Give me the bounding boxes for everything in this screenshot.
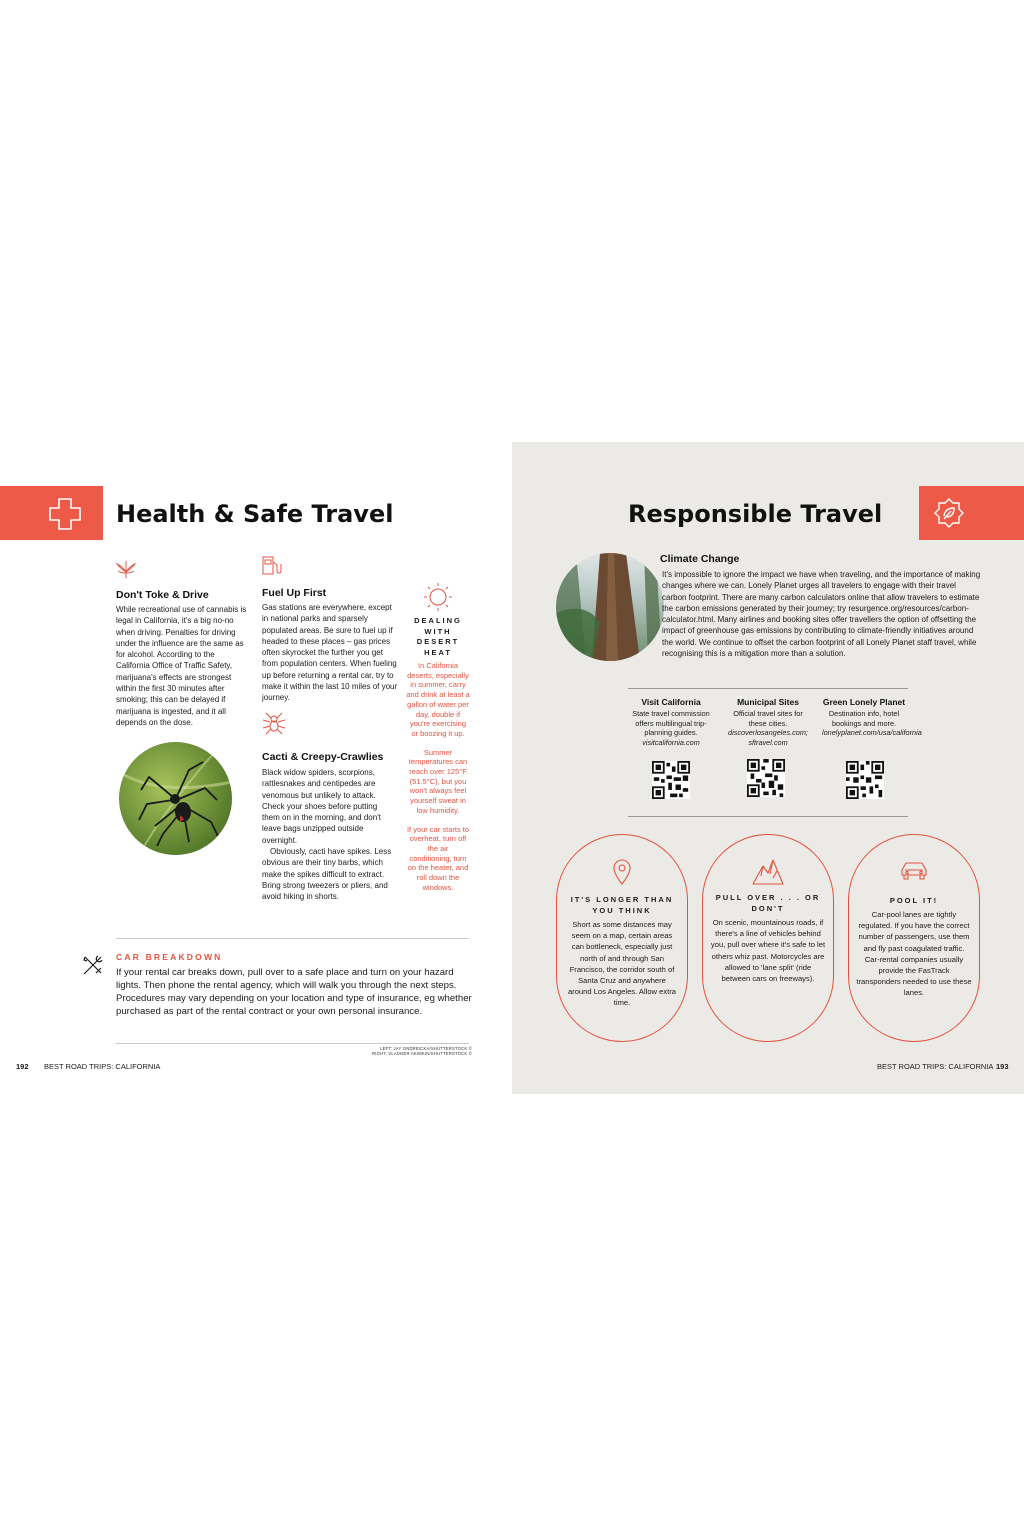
health-band (0, 486, 103, 540)
heading-line: DESERT (416, 637, 460, 646)
resource-url[interactable]: lonelyplanet.com/usa/california (822, 728, 922, 738)
resource-name: Visit California (641, 697, 701, 707)
page-title: Health & Safe Travel (116, 500, 394, 528)
sun-icon (423, 582, 453, 612)
resource-name: Municipal Sites (737, 697, 799, 707)
photo-credits (300, 1046, 472, 1056)
section-heading: Cacti & Creepy-Crawlies (262, 751, 384, 763)
sidebar-paragraph: Summer temperatures can reach over 125°F (51.5°C), but you won't always feel yourself sweat in low humidity. (408, 747, 468, 815)
mountain-icon (751, 856, 785, 886)
section-body: Gas stations are everywhere, except in national parks and sparsely populated areas. Be sure to fuel up if headed to these places – gas prices often skyrocket the further you get from population centers. When fueling up before returning a rental car, try to make it within the last 10 miles of your journey. (262, 603, 398, 703)
spider-icon (261, 710, 287, 736)
redwood-photo (556, 553, 664, 661)
resource-desc: State travel commission offers multilingual trip-planning guides. (632, 709, 710, 738)
breakdown-label: CAR BREAKDOWN (116, 952, 223, 962)
section-body (262, 767, 396, 903)
resource-desc: Official travel sites for these cities. (733, 709, 803, 728)
tip-body: Short as some distances may seem on a map, certain areas can bottleneck, especially just north of and through San Francisco, the corridor south of Santa Cruz and anywhere around Los Angeles. Allow extra time. (567, 920, 677, 1008)
credit-line: LEFT: JAY ONDREICKA/SHUTTERSTOCK © (380, 1046, 472, 1051)
tip-title: POOL IT! (889, 896, 939, 905)
gas-pump-icon (260, 554, 284, 578)
cannabis-leaf-icon (114, 556, 138, 580)
resource-url[interactable]: visitcalifornia.com (642, 737, 700, 747)
tip-title: IT'S LONGER THAN YOU THINK (570, 895, 674, 915)
resource-visit-california (628, 697, 714, 747)
sidebar-body (406, 661, 470, 901)
page-title: Responsible Travel (628, 500, 883, 528)
resource-municipal-sites (724, 697, 812, 747)
qr-code-icon[interactable] (846, 761, 884, 799)
spider-photo (119, 742, 232, 855)
black-widow-spider-image (119, 742, 232, 855)
divider (116, 938, 469, 939)
redwood-forest-image (556, 553, 664, 661)
credit-line: RIGHT: VLADIMIR AKIMKIN/SHUTTERSTOCK © (372, 1051, 472, 1057)
heading-line: HEAT (424, 647, 452, 657)
divider (116, 1043, 469, 1044)
divider (628, 816, 908, 817)
tip-body: On scenic, mountainous roads, if there's a line of vehicles behind you, pull over where it's safe to let others whiz past. Motorcycles are allowed to 'lane split' (ride between cars on freeways). (710, 918, 826, 984)
location-pin-icon (611, 858, 633, 886)
sidebar-paragraph: If your car starts to overheat, turn off the air conditioning, turn on the heater, and roll down the windows. (406, 824, 470, 892)
medical-cross-icon (0, 486, 103, 540)
running-footer: BEST ROAD TRIPS: CALIFORNIA (877, 1062, 994, 1071)
section-heading: Don't Toke & Drive (116, 589, 209, 601)
resource-desc: Destination info, hotel bookings and more. (828, 709, 900, 728)
divider (628, 688, 908, 689)
sidebar-paragraph: In California deserts, especially in summer, carry and drink at least a gallon of water per day, double if you're exercising or boozing it up. (406, 661, 470, 738)
qr-code-icon[interactable] (652, 761, 690, 799)
sidebar-heading (406, 616, 470, 658)
resource-name: Green Lonely Planet (822, 697, 906, 707)
climate-body: It's impossible to ignore the impact we have when traveling, and the importance of making changes where we can. Lonely Planet urges all travelers to engage with their travel carbon footprint. There are many carbon calculators online that allow travelers to estimate the carbon emissions generated by their journey; try resurgence.org/resources/carbon-calculator.html. Many airlines and booking sites offer travellers the option of offsetting the impact of greenhouse gas emissions by contributing to climate-friendly initiatives around the world. We continue to offset the carbon footprint of all Lonely Planet staff travel, while recognising this is a mitigation more than a solution. (662, 570, 981, 659)
page-number: 193 (996, 1062, 1009, 1071)
responsible-band (919, 486, 1024, 540)
qr-code-icon[interactable] (747, 759, 785, 797)
resource-green-lonely-planet (822, 697, 922, 738)
wrench-screwdriver-icon (82, 954, 104, 976)
section-body: While recreational use of cannabis is legal in California, it's a big no-no when driving. Penalties for driving under the influence are the same as for alcohol. According to the California Office of Traffic Safety, marijuana's effects are strongest within the first 30 minutes after smoking; this can be delayed if marijuana is ingested, and it all depends on the dose. (116, 605, 247, 727)
tip-body: Car-pool lanes are tightly regulated. If you have the correct number of passengers, use them and fly past coagulated traffic. Car-rental companies usually provide the FasTrack transponders needed to use these lanes. (856, 910, 972, 998)
heading-line: WITH (424, 626, 452, 636)
page-number: 192 (16, 1062, 29, 1071)
tip-title: PULL OVER . . . OR DON'T (715, 893, 821, 913)
climate-heading: Climate Change (660, 553, 740, 565)
eco-badge-icon (919, 486, 1024, 540)
section-heading: Fuel Up First (262, 587, 327, 599)
car-icon (899, 859, 929, 883)
breakdown-body: If your rental car breaks down, pull over to a safe place and turn on your hazard lights. Then phone the rental agency, which will walk you through the next steps. Procedures may vary depending on your location and type of insurance, eg whether purchased as part of the rental contract or your own personal insurance. (116, 967, 472, 1017)
running-footer: BEST ROAD TRIPS: CALIFORNIA (44, 1062, 161, 1071)
resource-url[interactable]: discoverlosangeles.com; sftravel.com (728, 728, 808, 747)
heading-line: DEALING (414, 616, 462, 625)
section-paragraph: Obviously, cacti have spikes. Less obvious are their tiny barbs, which make the spikes difficult to extract. Bring strong tweezers or pliers, and avoid hiking in shorts. (262, 847, 392, 902)
section-paragraph: Black widow spiders, scorpions, rattlesnakes and centipedes are venomous but unlikely to attack. Check your shoes before putting them on in the morning, and don't leave bags unzipped outside overnight. (262, 768, 381, 845)
